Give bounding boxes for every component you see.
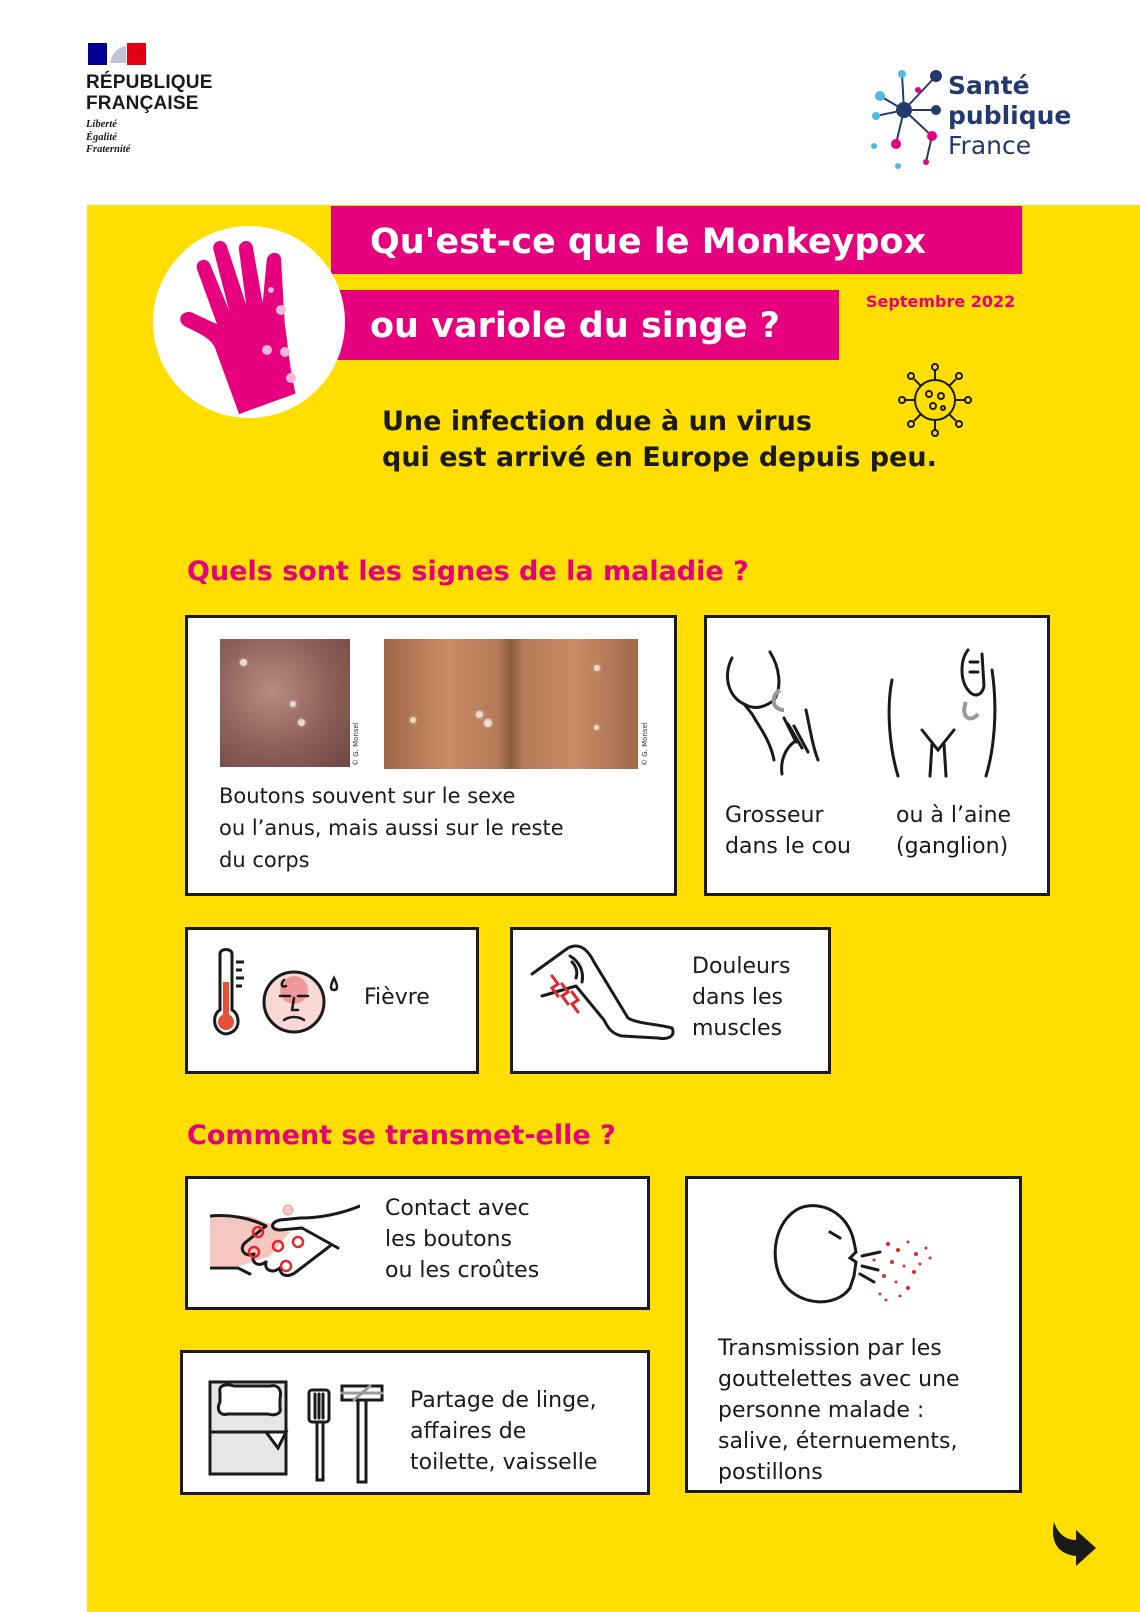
- grosseur-text-right: [896, 800, 1011, 862]
- motto-fraternite: Fraternité: [86, 144, 131, 155]
- contact-line1: Contact avec: [385, 1196, 530, 1221]
- partage-line3: toilette, vaisselle: [410, 1450, 598, 1475]
- signs-heading: Quels sont les signes de la maladie ?: [187, 556, 749, 587]
- hand-icon-circle: [153, 226, 345, 418]
- skin-photo-2: [384, 639, 638, 769]
- partage-line1: Partage de linge,: [410, 1388, 597, 1413]
- sante-publique-france-name: [948, 71, 1071, 161]
- grosseur-left-line1: Grosseur: [725, 803, 824, 828]
- grosseur-right-line1: ou à l’aine: [896, 803, 1012, 828]
- sore-leg-icon: [528, 940, 678, 1050]
- republique-line2: FRANÇAISE: [86, 93, 199, 114]
- intro-text: [382, 404, 937, 476]
- sante-publique-network-logo: [866, 66, 944, 174]
- title-line1: Qu'est-ce que le Monkeypox: [370, 222, 927, 262]
- fievre-label: Fièvre: [364, 985, 430, 1010]
- douleurs-line3: muscles: [692, 1016, 783, 1041]
- douleurs-line1: Douleurs: [692, 954, 791, 979]
- spf-line2: publique: [948, 101, 1072, 130]
- gouttelettes-line4: salive, éternuements,: [718, 1429, 958, 1454]
- boutons-text: [219, 780, 564, 876]
- gouttelettes-line1: Transmission par les: [718, 1336, 942, 1361]
- photo-credit-2: © G. Monsel: [641, 722, 649, 766]
- turn-page-arrow-icon[interactable]: [1046, 1518, 1104, 1576]
- feverish-face-icon: [260, 960, 348, 1040]
- intro-line2: qui est arrivé en Europe depuis peu.: [382, 442, 937, 473]
- partage-line2: affaires de: [410, 1419, 527, 1444]
- douleurs-line2: dans les: [692, 985, 783, 1010]
- gouttelettes-line5: postillons: [718, 1460, 823, 1485]
- groin-gland-icon: [882, 640, 1002, 780]
- contact-line2: les boutons: [385, 1227, 512, 1252]
- gouttelettes-line2: gouttelettes avec une: [718, 1367, 960, 1392]
- skin-photo-1: [220, 639, 350, 767]
- grosseur-text-left: [725, 800, 851, 862]
- boutons-line1: Boutons souvent sur le sexe: [219, 784, 516, 808]
- gouttelettes-line3: personne malade :: [718, 1398, 925, 1423]
- toothbrush-icon: [305, 1388, 335, 1482]
- motto-liberte: Liberté: [86, 119, 117, 130]
- boutons-line3: du corps: [219, 848, 310, 872]
- contact-line3: ou les croûtes: [385, 1258, 540, 1283]
- gouttelettes-text: [718, 1333, 960, 1488]
- neck-gland-icon: [722, 648, 852, 778]
- spf-line1: Santé: [948, 71, 1030, 100]
- boutons-line2: ou l’anus, mais aussi sur le reste: [219, 816, 564, 840]
- grosseur-right-line2: (ganglion): [896, 834, 1009, 859]
- title-line2: ou variole du singe ?: [370, 306, 780, 346]
- contact-text: [385, 1193, 539, 1286]
- intro-line1: Une infection due à un virus: [382, 406, 812, 437]
- thermometer-icon: [210, 946, 252, 1040]
- partage-text: [410, 1385, 597, 1478]
- photo-credit-1: © G. Monsel: [352, 722, 360, 766]
- douleurs-text: [692, 951, 790, 1044]
- spf-line3: France: [948, 131, 1032, 160]
- grosseur-left-line2: dans le cou: [725, 834, 851, 859]
- publication-date: Septembre 2022: [866, 292, 1016, 311]
- marianne-flag-logo: [88, 43, 146, 65]
- transmission-heading: Comment se transmet-elle ?: [187, 1120, 616, 1151]
- republique-francaise-name: [86, 72, 213, 114]
- sneezing-face-icon: [770, 1200, 940, 1310]
- motto-egalite: Égalité: [86, 131, 117, 143]
- handshake-icon: [210, 1196, 360, 1296]
- bed-linen-icon: [208, 1380, 296, 1476]
- republique-motto: [86, 119, 130, 157]
- republique-line1: RÉPUBLIQUE: [86, 72, 213, 93]
- razor-icon: [340, 1382, 384, 1484]
- hand-with-pustules-icon: [153, 226, 345, 418]
